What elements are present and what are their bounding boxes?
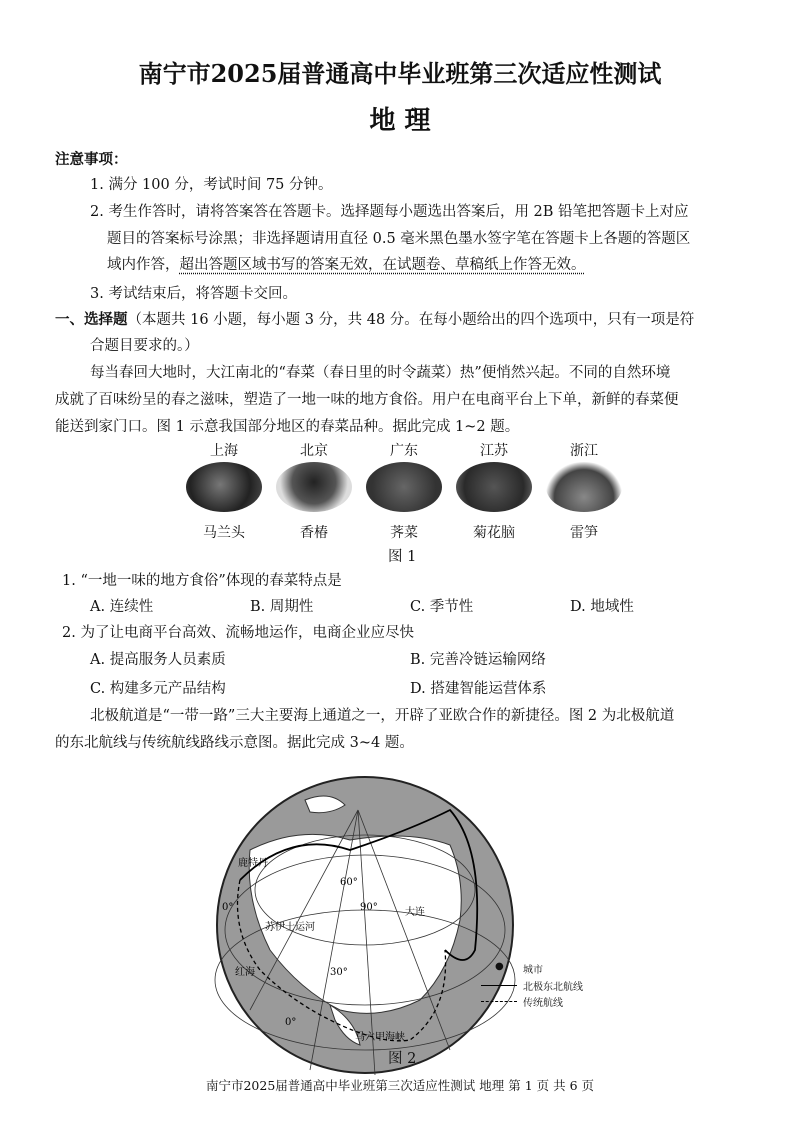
- passage1-line: 成就了百味纷呈的春之滋味，塑造了一地一味的地方食俗。用户在电商平台上下单，新鲜的春菜便: [55, 392, 679, 408]
- label-lat0: 0°: [285, 1017, 297, 1028]
- notice-item-1: 1. 满分 100 分，考试时间 75 分钟。: [90, 177, 333, 193]
- jicai-photo: [366, 462, 442, 512]
- figure-1-caption: 图 1: [388, 549, 417, 565]
- section-heading: [55, 308, 694, 329]
- q1-option-a: A. 连续性: [90, 599, 154, 615]
- dish-label: 菊花脑: [473, 525, 515, 541]
- malantou-photo: [186, 462, 262, 512]
- dish-label: 荠菜: [390, 525, 418, 541]
- exam-title: 南宁市2025届普通高中毕业班第三次适应性测试: [138, 59, 662, 88]
- q1-option-c: C. 季节性: [410, 599, 474, 615]
- q2-option-c: C. 构建多元产品结构: [90, 681, 226, 697]
- subject-title: 地 理: [369, 106, 431, 136]
- label-redsea: 红海: [235, 967, 255, 978]
- region-label: 浙江: [570, 443, 598, 459]
- q2-option-b: B. 完善冷链运输网络: [410, 652, 546, 668]
- region-label: 上海: [210, 443, 238, 459]
- notice-emphasis: 超出答题区域书写的答案无效，在试题卷、草稿纸上作答无效。: [179, 257, 586, 273]
- dish-label: 香椿: [300, 525, 328, 541]
- legend-traditional: 传统航线: [523, 998, 563, 1009]
- solid-line-icon: [481, 985, 517, 986]
- notice-item-2-cont2: [107, 253, 586, 274]
- q2-option-a: A. 提高服务人员素质: [90, 652, 226, 668]
- label-lon0: 0°: [222, 902, 234, 913]
- notice-item-2-cont: 题目的答案标号涂黑；非选择题请用直径 0.5 毫米黑色墨水签字笔在答题卡上各题的答题区: [107, 231, 691, 247]
- passage1-line: 每当春回大地时，大江南北的“春菜（春日里的时令蔬菜）热”便悄然兴起。不同的自然环境: [90, 365, 671, 381]
- dish-label: 马兰头: [203, 525, 245, 541]
- city-dot-icon: ●: [495, 961, 504, 972]
- page-footer: 南宁市2025届普通高中毕业班第三次适应性测试 地理 第 1 页 共 6 页: [205, 1078, 595, 1093]
- arctic-route-globe-map: [210, 770, 530, 1080]
- region-label: 北京: [300, 443, 328, 459]
- region-label: 江苏: [480, 443, 508, 459]
- notice-item-2: 2. 考生作答时，请将答案答在答题卡。选择题每小题选出答案后，用 2B 铅笔把答题卡上对应: [90, 204, 689, 220]
- label-lat30: 30°: [330, 967, 348, 978]
- label-lat60: 60°: [340, 877, 358, 888]
- figure-2-caption: 图 2: [388, 1051, 417, 1067]
- label-lon90: 90°: [360, 902, 378, 913]
- question-1-stem: 1. “一地一味的地方食俗”体现的春菜特点是: [62, 573, 342, 589]
- q2-option-d: D. 搭建智能运营体系: [410, 681, 547, 697]
- notice-text: 域内作答，: [107, 257, 180, 273]
- notice-item-3: 3. 考试结束后，将答题卡交回。: [90, 286, 297, 302]
- passage2-line: 北极航道是“一带一路”三大主要海上通道之一，开辟了亚欧合作的新捷径。图 2 为北极航道: [90, 708, 675, 724]
- dashed-line-icon: [481, 1001, 517, 1002]
- section-title: 一、选择题: [55, 311, 128, 328]
- passage2-line: 的东北航线与传统航线路线示意图。据此完成 3~4 题。: [55, 735, 414, 751]
- label-suez: 苏伊士运河: [265, 922, 315, 933]
- section-desc-cont: 合题目要求的。）: [90, 338, 199, 354]
- label-rotterdam: 鹿特丹: [238, 858, 268, 869]
- section-desc: （本题共 16 小题，每小题 3 分，共 48 分。在每小题给出的四个选项中，只有一项是符: [127, 312, 695, 328]
- legend-city: 城市: [523, 965, 543, 976]
- dish-label: 雷笋: [570, 525, 598, 541]
- xiangchun-photo: [276, 462, 352, 512]
- passage1-line: 能送到家门口。图 1 示意我国部分地区的春菜品种。据此完成 1~2 题。: [55, 419, 520, 435]
- legend-arctic: 北极东北航线: [523, 982, 583, 993]
- label-malacca: 马六甲海峡: [355, 1032, 405, 1043]
- leisun-photo: [546, 462, 622, 512]
- question-2-stem: 2. 为了让电商平台高效、流畅地运作，电商企业应尽快: [62, 625, 414, 641]
- notice-heading: 注意事项：: [55, 151, 128, 168]
- q1-option-b: B. 周期性: [250, 599, 314, 615]
- label-dalian: 大连: [405, 907, 425, 918]
- region-label: 广东: [390, 443, 418, 459]
- juhuanao-photo: [456, 462, 532, 512]
- q1-option-d: D. 地域性: [570, 599, 634, 615]
